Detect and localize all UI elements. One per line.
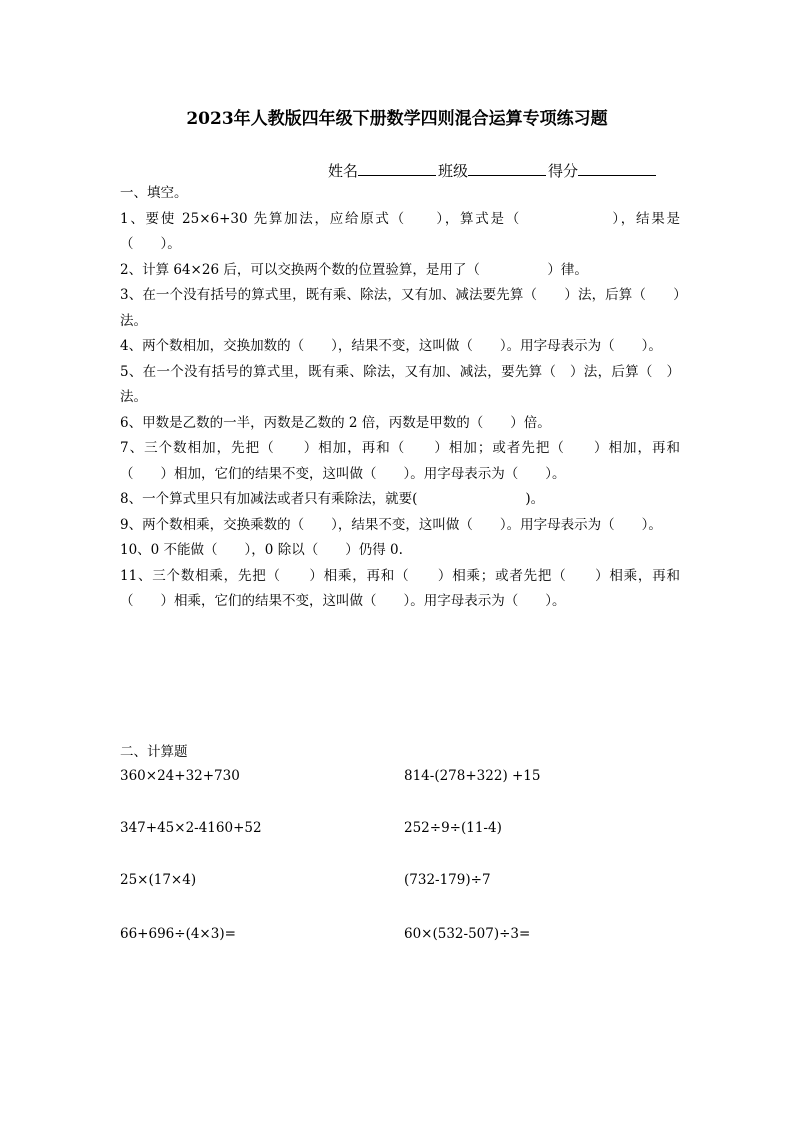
question-8: 8、一个算式里只有加减法或者只有乘除法，就要( )。 (120, 491, 545, 507)
calc-item-right-1: 814-(278+322) +15 (404, 768, 541, 784)
question-3: 3、在一个没有括号的算式里，既有乘、除法，又有加、减法要先算（ ）法，后算（ ）法。 (120, 287, 680, 329)
fill-in-heading: 一、填空。 (120, 185, 188, 201)
fill-in-section (120, 181, 680, 615)
question-7: 7、三个数相加，先把（ ）相加，再和（ ）相加；或者先把（ ）相加，再和（ ）相加，它们的结果不变，这叫做（ ）。用字母表示为（ ）。 (120, 440, 680, 482)
name-blank[interactable] (358, 161, 436, 176)
question-10: 10、0 不能做（ ），0 除以（ ）仍得 0. (120, 542, 403, 558)
score-blank[interactable] (578, 161, 656, 176)
calc-item-left-3: 25×(17×4) (120, 872, 197, 888)
student-info (328, 160, 658, 181)
page-title: 2023年人教版四年级下册数学四则混合运算专项练习题 (186, 109, 608, 129)
class-label: 班级 (438, 162, 469, 180)
question-5: 5、在一个没有括号的算式里，既有乘、除法，又有加、减法，要先算（ ）法，后算（ ）法。 (120, 363, 680, 405)
name-label: 姓名 (328, 162, 359, 180)
class-blank[interactable] (468, 161, 546, 176)
calc-item-left-1: 360×24+32+730 (120, 768, 240, 784)
calc-heading: 二、计算题 (120, 744, 188, 760)
question-4: 4、两个数相加，交换加数的（ ），结果不变，这叫做（ ）。用字母表示为（ ）。 (120, 338, 662, 354)
calc-item-left-2: 347+45×2-4160+52 (120, 820, 262, 836)
question-2: 2、计算 64×26 后，可以交换两个数的位置验算，是用了（ ）律。 (120, 261, 588, 278)
calc-item-right-4: 60×(532-507)÷3= (404, 926, 531, 942)
question-11: 11、三个数相乘，先把（ ）相乘，再和（ ）相乘；或者先把（ ）相乘，再和（ ）相乘，它们的结果不变，这叫做（ ）。用字母表示为（ ）。 (120, 567, 680, 609)
question-9: 9、两个数相乘，交换乘数的（ ），结果不变，这叫做（ ）。用字母表示为（ ）。 (120, 516, 662, 533)
question-1: 1、要使 25×6+30 先算加法，应给原式（ ），算式是（ ），结果是（ ）。 (120, 210, 680, 252)
calc-item-left-4: 66+696÷(4×3)= (120, 926, 236, 942)
calc-item-right-3: (732-179)÷7 (404, 872, 491, 888)
question-6: 6、甲数是乙数的一半，丙数是乙数的 2 倍，丙数是甲数的（ ）倍。 (120, 414, 551, 431)
calc-item-right-2: 252÷9÷(11-4) (404, 820, 502, 836)
score-label: 得分 (548, 162, 579, 180)
